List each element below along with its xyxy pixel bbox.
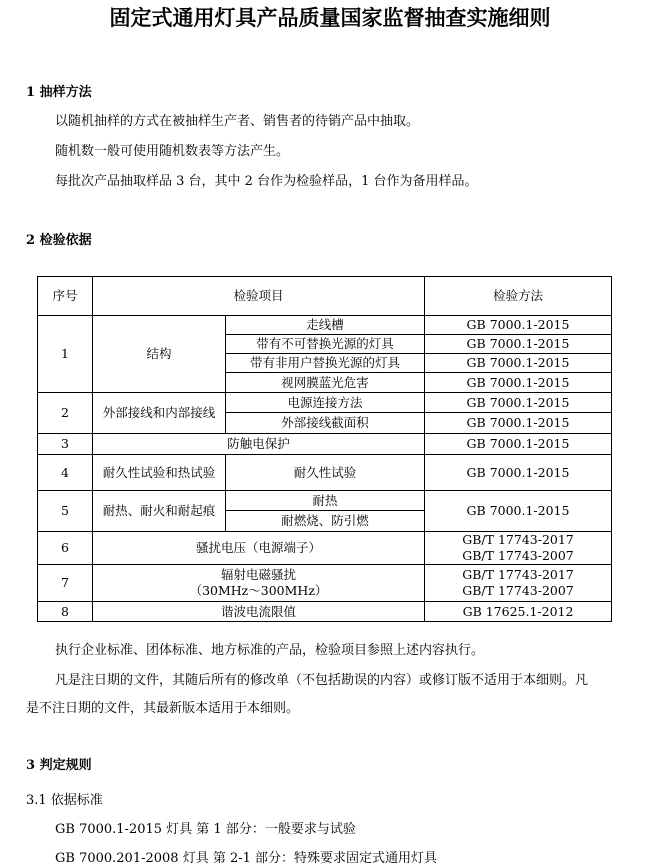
row-number: 4 — [38, 455, 93, 491]
sub-item-cell: 走线槽 — [226, 316, 425, 335]
row-number: 3 — [38, 434, 93, 455]
table-row — [38, 532, 612, 565]
method-cell: GB 7000.1-2015 — [425, 455, 612, 491]
table-row — [38, 602, 612, 622]
header-cell: 序号 — [38, 277, 93, 316]
standard-item: GB 7000.1-2015 灯具 第 1 部分：一般要求与试验 — [55, 822, 356, 837]
header-cell: 检验方法 — [425, 277, 612, 316]
sub-item-cell: 电源连接方法 — [226, 393, 425, 413]
method-line: GB/T 17743-2007 — [462, 548, 574, 563]
paragraph: 每批次产品抽取样品 3 台，其中 2 台作为检验样品，1 台作为备用样品。 — [55, 174, 478, 189]
method-cell: GB 7000.1-2015 — [425, 393, 612, 413]
method-cell: GB 7000.1-2015 — [425, 316, 612, 335]
method-cell: GB 7000.1-2015 — [425, 354, 612, 373]
method-cell — [425, 565, 612, 602]
paragraph: 以随机抽样的方式在被抽样生产者、销售者的待销产品中抽取。 — [55, 114, 420, 129]
sub-item-cell: 耐久性试验 — [226, 455, 425, 491]
item-cell: 外部接线和内部接线 — [93, 393, 226, 434]
sub-item-cell: 视网膜蓝光危害 — [226, 373, 425, 393]
note-paragraph: 凡是注日期的文件，其随后所有的修改单（不包括勘误的内容）或修订版不适用于本细则。凡 — [55, 673, 589, 688]
item-line: 辐射电磁骚扰 — [221, 567, 297, 582]
note-paragraph: 执行企业标准、团体标准、地方标准的产品，检验项目参照上述内容执行。 — [55, 643, 485, 658]
sub-item-cell: 带有不可替换光源的灯具 — [226, 335, 425, 354]
method-line: GB/T 17743-2017 — [462, 567, 574, 582]
inspection-table — [37, 276, 612, 622]
table-header-row — [38, 277, 612, 316]
method-line: GB/T 17743-2007 — [462, 583, 574, 598]
item-cell: 防触电保护 — [93, 434, 425, 455]
section-heading-basis: 2 检验依据 — [26, 233, 92, 248]
table-row — [38, 565, 612, 602]
item-cell — [93, 565, 425, 602]
sub-item-cell: 外部接线截面积 — [226, 413, 425, 434]
method-cell: GB 7000.1-2015 — [425, 373, 612, 393]
sub-heading: 3.1 依据标准 — [26, 793, 103, 808]
sub-item-cell: 耐燃烧、防引燃 — [226, 511, 425, 532]
paragraph: 随机数一般可使用随机数表等方法产生。 — [55, 144, 290, 159]
sub-item-cell: 带有非用户替换光源的灯具 — [226, 354, 425, 373]
item-line: （30MHz～300MHz） — [189, 583, 328, 598]
header-cell: 检验项目 — [93, 277, 425, 316]
method-cell: GB 7000.1-2015 — [425, 413, 612, 434]
row-number: 2 — [38, 393, 93, 434]
row-number: 7 — [38, 565, 93, 602]
section-heading-sampling: 1 抽样方法 — [26, 85, 92, 100]
table-row — [38, 393, 612, 413]
standard-item: GB 7000.201-2008 灯具 第 2-1 部分：特殊要求固定式通用灯具 — [55, 851, 438, 866]
table-row — [38, 455, 612, 491]
method-cell: GB 7000.1-2015 — [425, 335, 612, 354]
row-number: 8 — [38, 602, 93, 622]
section-heading-judgment: 3 判定规则 — [26, 758, 92, 773]
item-cell: 耐久性试验和热试验 — [93, 455, 226, 491]
method-cell: GB 7000.1-2015 — [425, 491, 612, 532]
method-cell: GB 17625.1-2012 — [425, 602, 612, 622]
item-cell: 谐波电流限值 — [93, 602, 425, 622]
sub-item-cell: 耐热 — [226, 491, 425, 511]
item-cell: 结构 — [93, 316, 226, 393]
table-row — [38, 316, 612, 335]
item-cell: 骚扰电压（电源端子） — [93, 532, 425, 565]
table-row — [38, 491, 612, 511]
row-number: 6 — [38, 532, 93, 565]
note-paragraph: 是不注日期的文件，其最新版本适用于本细则。 — [26, 701, 300, 716]
method-line: GB/T 17743-2017 — [462, 532, 574, 547]
row-number: 1 — [38, 316, 93, 393]
document-title: 固定式通用灯具产品质量国家监督抽查实施细则 — [109, 5, 551, 30]
row-number: 5 — [38, 491, 93, 532]
table-row — [38, 434, 612, 455]
method-cell — [425, 532, 612, 565]
method-cell: GB 7000.1-2015 — [425, 434, 612, 455]
item-cell: 耐热、耐火和耐起痕 — [93, 491, 226, 532]
